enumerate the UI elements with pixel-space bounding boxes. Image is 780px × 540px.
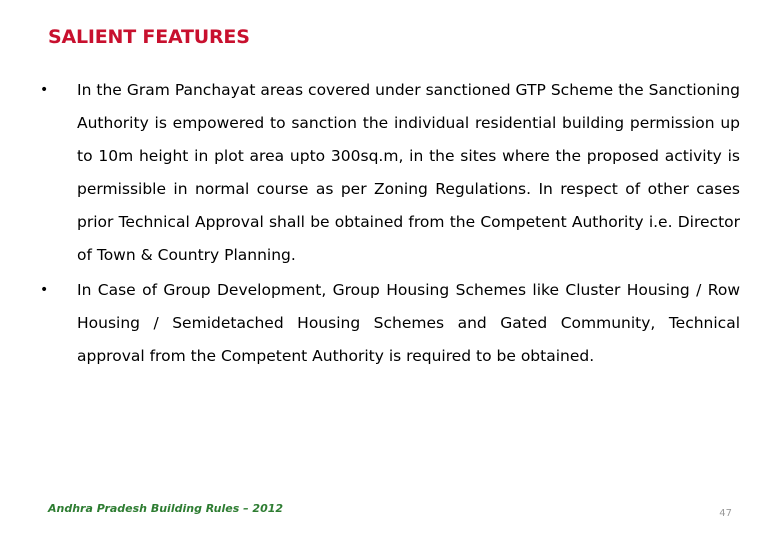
bullet-item [40,274,740,373]
footer-source: Andhra Pradesh Building Rules – 2012 [48,502,284,515]
bullet-list [40,74,740,375]
page-title: SALIENT FEATURES [48,26,250,48]
bullet-item [40,74,740,272]
bullet-text: In the Gram Panchayat areas covered under sanctioned GTP Scheme the Sanctioning Authority is empowered to sanction the individual residential building permission up to 10m height in plot area upto 300sq.m, in the sites where the proposed activity is permissible in normal course as per Zoning Regulations. In respect of other cases prior Technical Approval shall be obtained from the Competent Authority i.e. Director of Town & Country Planning. [77,81,740,264]
page-number: 47 [719,508,732,519]
bullet-marker: • [40,82,49,98]
bullet-text: In Case of Group Development, Group Housing Schemes like Cluster Housing / Row Housing / Semidetached Housing Schemes and Gated Community, Technical approval from the Competent Authority is required to be obtained. [77,281,740,365]
bullet-marker: • [40,282,49,298]
